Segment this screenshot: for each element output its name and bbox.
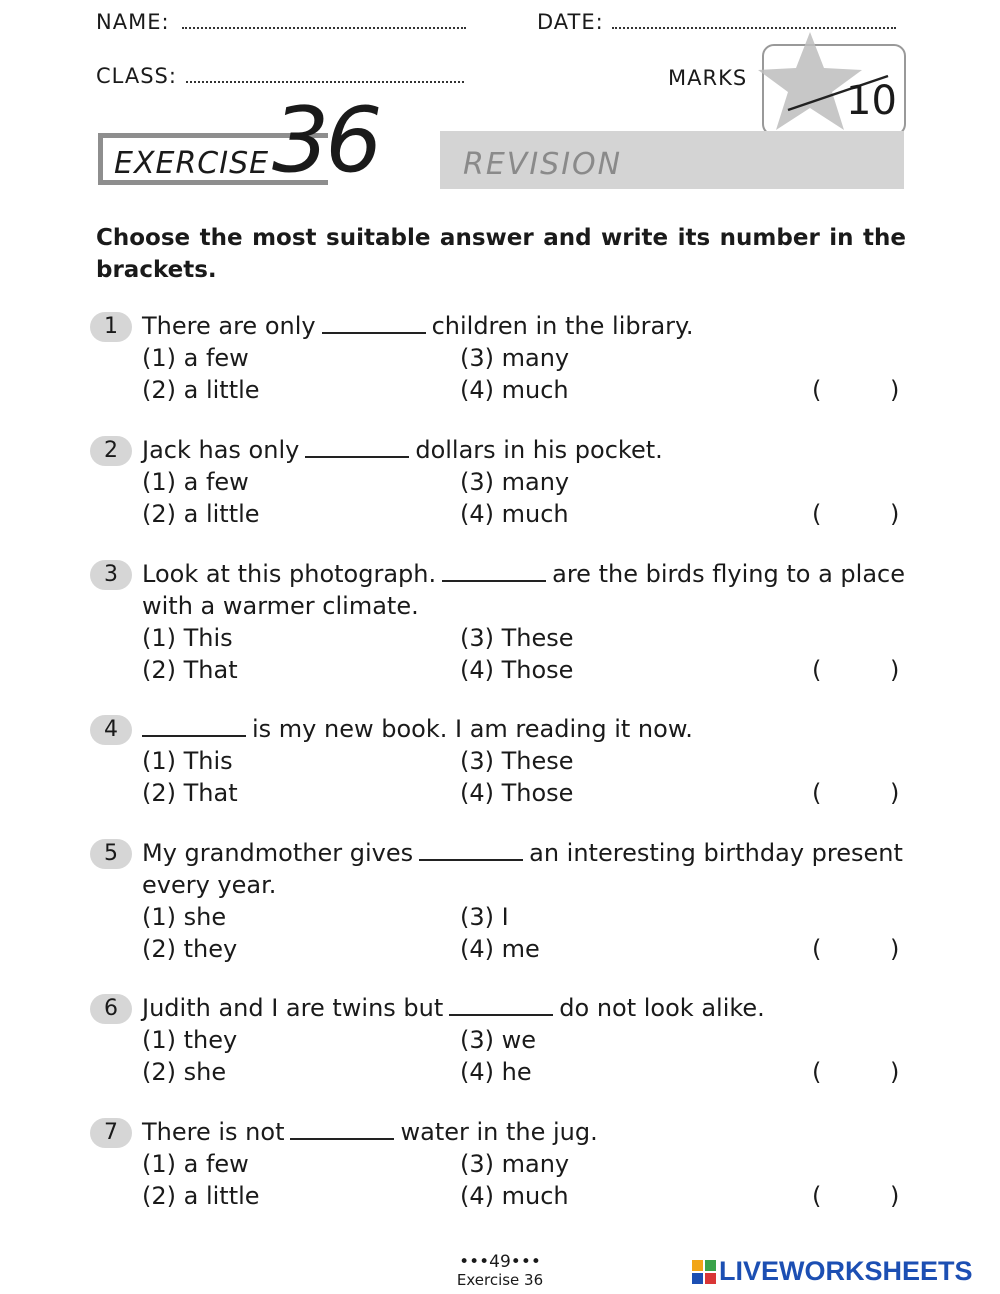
date-field[interactable] [612,27,896,29]
bracket-close: ) [890,1058,900,1086]
bracket-open: ( [812,376,822,404]
option-3[interactable]: (3) we [460,1026,537,1054]
option-4[interactable]: (4) much [460,1182,569,1210]
answer-blank [449,992,553,1016]
option-1[interactable]: (1) she [142,903,227,931]
exercise-number: 36 [272,88,379,193]
answer-input[interactable] [830,376,884,404]
stem-before: Judith and I are twins but [142,994,444,1022]
stem-after: dollars in his pocket. [415,436,663,464]
instruction: Choose the most suitable answer and write its number in the brackets. [96,225,906,283]
name-field[interactable] [182,27,466,29]
answer-blank [419,837,523,861]
stem-after: water in the jug. [400,1118,598,1146]
option-2[interactable]: (2) a little [142,376,260,404]
marks-total: 10 [846,78,897,124]
section-title: REVISION [463,147,623,182]
stem-after: are the birds flying to a place [552,560,905,588]
bracket-close: ) [890,935,900,963]
bracket-open: ( [812,1058,822,1086]
option-3[interactable]: (3) many [460,344,570,372]
option-3[interactable]: (3) many [460,468,570,496]
answer-input[interactable] [830,779,884,807]
stem-after: do not look alike. [559,994,765,1022]
bracket-open: ( [812,935,822,963]
question-stem [142,713,910,745]
bracket-close: ) [890,500,900,528]
liveworksheets-icon [692,1260,716,1284]
option-1[interactable]: (1) a few [142,344,249,372]
stem-after: an interesting birthday present [529,839,903,867]
bracket-close: ) [890,376,900,404]
option-2[interactable]: (2) That [142,779,238,807]
class-label: CLASS: [96,64,177,88]
question-4 [90,713,910,809]
question-stem [142,558,910,590]
question-number: 4 [90,715,132,745]
answer-input[interactable] [830,500,884,528]
question-stem [142,1116,910,1148]
bracket-open: ( [812,500,822,528]
option-1[interactable]: (1) they [142,1026,238,1054]
option-3[interactable]: (3) These [460,747,574,775]
bracket-close: ) [890,1182,900,1210]
answer-blank [290,1116,394,1140]
stem-before: Jack has only [142,436,300,464]
option-1[interactable]: (1) This [142,747,233,775]
question-1 [90,310,910,406]
question-stem [142,310,910,342]
option-4[interactable]: (4) much [460,376,569,404]
option-3[interactable]: (3) many [460,1150,570,1178]
option-4[interactable]: (4) much [460,500,569,528]
question-2 [90,434,910,530]
stem-after: children in the library. [431,312,694,340]
answer-blank [142,713,246,737]
question-6 [90,992,910,1088]
footer-exercise: Exercise 36 [456,1271,544,1289]
question-number: 2 [90,436,132,466]
option-1[interactable]: (1) a few [142,468,249,496]
liveworksheets-logo [692,1256,973,1287]
bracket-open: ( [812,656,822,684]
question-number: 1 [90,312,132,342]
question-number: 7 [90,1118,132,1148]
bracket-open: ( [812,779,822,807]
question-stem [142,992,910,1024]
option-3[interactable]: (3) I [460,903,509,931]
name-label: NAME: [96,10,170,34]
stem-before: Look at this photograph. [142,560,437,588]
stem-continuation: every year. [142,871,277,899]
stem-before: There are only [142,312,316,340]
stem-continuation: with a warmer climate. [142,592,419,620]
question-number: 3 [90,560,132,590]
question-stem [142,837,910,869]
question-stem [142,434,910,466]
option-2[interactable]: (2) a little [142,500,260,528]
option-1[interactable]: (1) This [142,624,233,652]
stem-before: There is not [142,1118,285,1146]
bracket-close: ) [890,656,900,684]
option-3[interactable]: (3) These [460,624,574,652]
exercise-word: EXERCISE [114,146,270,181]
option-1[interactable]: (1) a few [142,1150,249,1178]
question-number: 6 [90,994,132,1024]
question-3 [90,558,910,686]
option-2[interactable]: (2) That [142,656,238,684]
option-4[interactable]: (4) Those [460,779,574,807]
option-2[interactable]: (2) she [142,1058,227,1086]
logo-text: LIVEWORKSHEETS [719,1256,973,1286]
answer-blank [305,434,409,458]
answer-blank [322,310,426,334]
page-number: •••49••• [459,1252,541,1272]
option-2[interactable]: (2) a little [142,1182,260,1210]
stem-after: is my new book. I am reading it now. [252,715,693,743]
question-5 [90,837,910,965]
date-label: DATE: [537,10,604,34]
question-7 [90,1116,910,1212]
option-4[interactable]: (4) me [460,935,540,963]
answer-input[interactable] [830,935,884,963]
bracket-close: ) [890,779,900,807]
stem-before: My grandmother gives [142,839,414,867]
marks-label: MARKS [668,66,748,90]
question-number: 5 [90,839,132,869]
answer-blank [442,558,546,582]
answer-input[interactable] [830,656,884,684]
answer-input[interactable] [830,1058,884,1086]
answer-input[interactable] [830,1182,884,1210]
bracket-open: ( [812,1182,822,1210]
option-2[interactable]: (2) they [142,935,238,963]
class-field[interactable] [186,81,464,83]
option-4[interactable]: (4) Those [460,656,574,684]
option-4[interactable]: (4) he [460,1058,532,1086]
